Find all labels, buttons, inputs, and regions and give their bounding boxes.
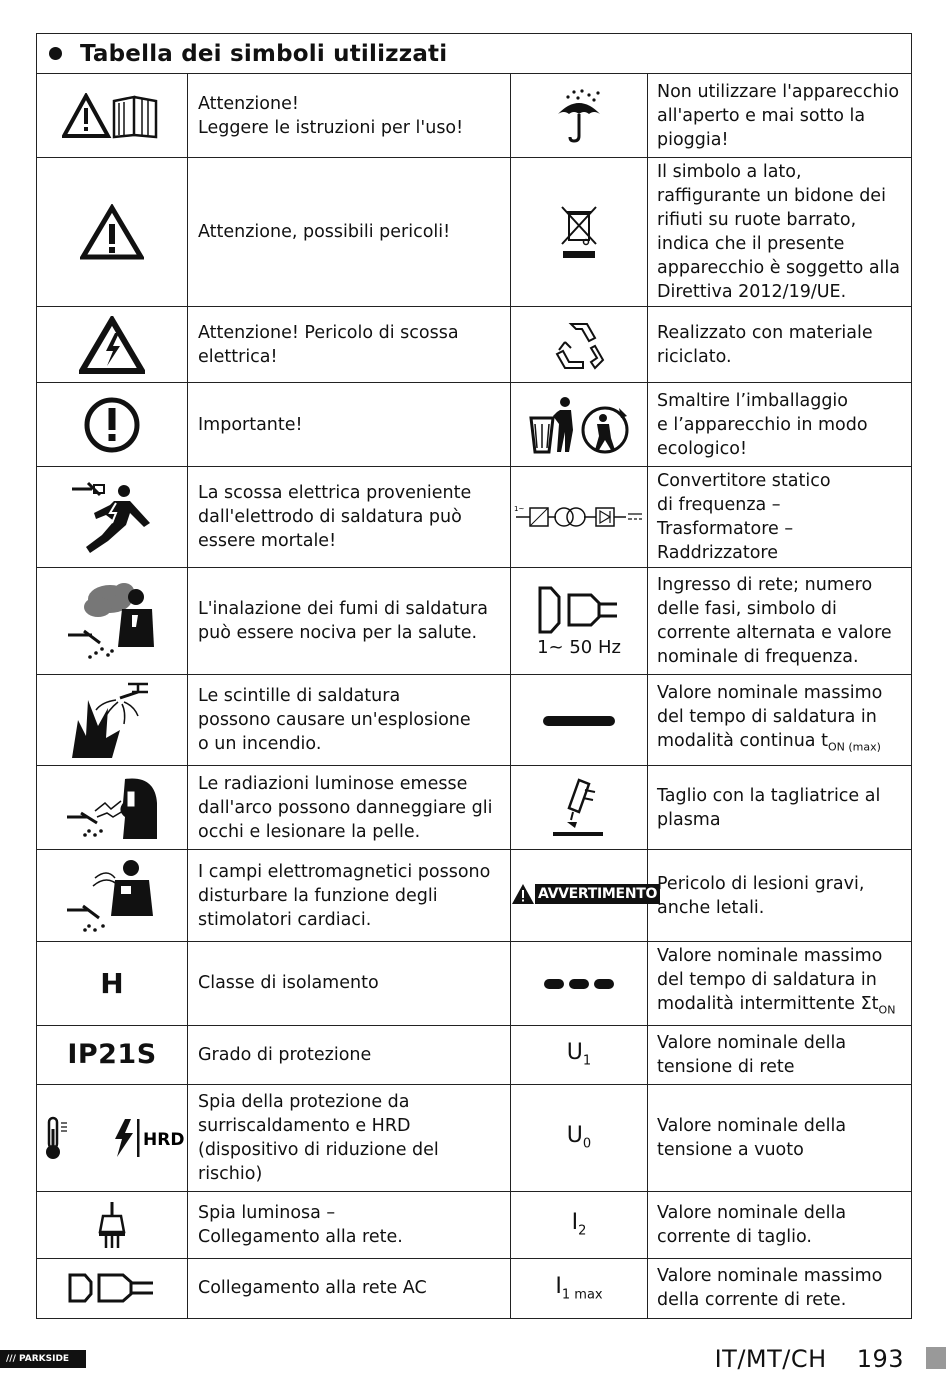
row-text-right: Convertitore statico di frequenza – Trasformatore – Raddrizzatore	[648, 467, 912, 568]
row-text-left: I campi elettromagnetici possono disturbare la funzione degli stimolatori cardiaci.	[188, 850, 511, 942]
language-code: IT/MT/CH	[714, 1345, 827, 1373]
row-text-right: Realizzato con materiale riciclato.	[648, 307, 912, 383]
electromagnetic-pacemaker-icon	[37, 850, 188, 942]
voltage-letter: U	[566, 1123, 583, 1149]
svg-text:1~: 1~	[514, 505, 525, 513]
row-text-left: Spia luminosa – Collegamento alla rete.	[188, 1191, 511, 1258]
symbols-table	[36, 73, 912, 1319]
important-exclamation-icon	[37, 383, 188, 467]
intermittent-subscript: ON	[878, 1003, 896, 1017]
bullet-icon	[49, 47, 62, 60]
protection-grade-symbol	[37, 1025, 188, 1084]
row-text-left: Attenzione, possibili pericoli!	[188, 158, 511, 307]
voltage-subscript: 1	[582, 1053, 592, 1069]
page-footer	[715, 1345, 904, 1373]
row-text-right: Ingresso di rete; numero delle fasi, simbolo di corrente alternata e valore nominale di frequenza.	[648, 568, 912, 675]
brand-logo: /// PARKSIDE	[0, 1350, 86, 1368]
welding-shock-icon	[37, 467, 188, 568]
row-text-left: Collegamento alla rete AC	[188, 1258, 511, 1318]
continuous-line-icon	[511, 675, 648, 766]
page-number: 193	[856, 1345, 904, 1373]
table-row	[37, 1025, 912, 1084]
row-text-right: Smaltire l’imballaggio e l’apparecchio in modo ecologico!	[648, 383, 912, 467]
row-text-left: Spia della protezione da surriscaldamento e HRD (dispositivo di riduzione del rischio)	[188, 1084, 511, 1191]
row-text-left: Le radiazioni luminose emesse dall'arco possono danneggiare gli occhi e lesionare la pelle.	[188, 766, 511, 850]
row-text-right: Valore nominale massimo del tempo di saldatura in modalità continua $t_{ON (max)}$	[648, 675, 912, 766]
voltage-subscript: 0	[582, 1136, 592, 1152]
insulation-class-value: H	[100, 966, 124, 1000]
row-text-right: Pericolo di lesioni gravi, anche letali.	[648, 850, 912, 942]
row-text-left: Importante!	[188, 383, 511, 467]
row-text-right: Il simbolo a lato, raffigurante un bidone dei rifiuti su ruote barrato, indica che il presente apparecchio è soggetto alla Direttiva 2012/19/UE.	[648, 158, 912, 307]
eco-disposal-icon	[511, 383, 648, 467]
mains-input-frequency: 1~ 50 Hz	[537, 636, 621, 658]
voltage-symbol	[511, 1025, 648, 1084]
hrd-label: HRD	[143, 1129, 185, 1150]
row-text-left: Attenzione! Leggere le istruzioni per l'uso!	[188, 74, 511, 158]
continuous-subscript: ON (max)	[827, 740, 881, 754]
table-row	[37, 158, 912, 307]
row-text-right: Valore nominale massimo della corrente di rete.	[648, 1258, 912, 1318]
converter-transformer-rectifier-icon	[511, 467, 648, 568]
row-text-left: Attenzione! Pericolo di scossa elettrica!	[188, 307, 511, 383]
current-letter: I	[571, 1210, 579, 1236]
plasma-cutting-icon	[511, 766, 648, 850]
table-row	[37, 467, 912, 568]
recycle-icon	[511, 307, 648, 383]
row-text-right: Taglio con la tagliatrice al plasma	[648, 766, 912, 850]
mains-lamp-plug-icon	[37, 1191, 188, 1258]
insulation-class-symbol	[37, 942, 188, 1026]
table-title: Tabella dei simboli utilizzati	[80, 40, 448, 67]
table-row	[37, 383, 912, 467]
umbrella-rain-icon	[511, 74, 648, 158]
table-row	[37, 1084, 912, 1191]
table-row	[37, 1191, 912, 1258]
welding-sparks-explosion-icon	[37, 675, 188, 766]
mains-input-icon	[511, 568, 648, 675]
row-text-left: La scossa elettrica proveniente dall'elettrodo di saldatura può essere mortale!	[188, 467, 511, 568]
current-letter: I	[555, 1273, 562, 1299]
crossed-bin-icon	[511, 158, 648, 307]
table-row	[37, 307, 912, 383]
overheat-hrd-icon	[37, 1084, 188, 1191]
table-title-bar	[36, 33, 912, 73]
row-text-right: Valore nominale massimo del tempo di saldatura in modalità intermittente $\Sigma t_{ON}$	[648, 942, 912, 1026]
row-text-right: Valore nominale della tensione di rete	[648, 1025, 912, 1084]
voltage-letter: U	[566, 1040, 583, 1066]
table-row	[37, 74, 912, 158]
symbols-table-container	[36, 33, 912, 1319]
table-row	[37, 675, 912, 766]
ac-plug-icon	[37, 1258, 188, 1318]
table-row	[37, 1258, 912, 1318]
row-text-right: Valore nominale della tensione a vuoto	[648, 1084, 912, 1191]
warning-triangle-icon	[37, 158, 188, 307]
table-row	[37, 850, 912, 942]
warning-label-text: AVVERTIMENTO	[535, 884, 660, 904]
warning-label-icon	[511, 850, 658, 942]
row-text-right: Valore nominale della corrente di taglio.	[648, 1191, 912, 1258]
warning-manual-icon	[37, 74, 188, 158]
arc-radiation-icon	[37, 766, 188, 850]
table-row	[37, 568, 912, 675]
welding-fumes-icon	[37, 568, 188, 675]
row-text-left: L'inalazione dei fumi di saldatura può essere nociva per la salute.	[188, 568, 511, 675]
current-symbol	[511, 1191, 648, 1258]
page-marker	[926, 1347, 946, 1369]
table-row	[37, 766, 912, 850]
row-text-right: Non utilizzare l'apparecchio all'aperto e mai sotto la pioggia!	[648, 74, 912, 158]
current-subscript: 2	[578, 1223, 587, 1239]
table-row	[37, 942, 912, 1026]
dashed-line-icon	[511, 942, 648, 1026]
current-symbol	[511, 1258, 648, 1318]
current-subscript: 1 max	[561, 1287, 603, 1303]
protection-grade-value: IP21S	[67, 1039, 157, 1070]
row-text-left: Le scintille di saldatura possono causare un'esplosione o un incendio.	[188, 675, 511, 766]
voltage-symbol	[511, 1084, 648, 1191]
row-text-left: Classe di isolamento	[188, 942, 511, 1026]
electric-shock-triangle-icon	[37, 307, 188, 383]
row-text-left: Grado di protezione	[188, 1025, 511, 1084]
